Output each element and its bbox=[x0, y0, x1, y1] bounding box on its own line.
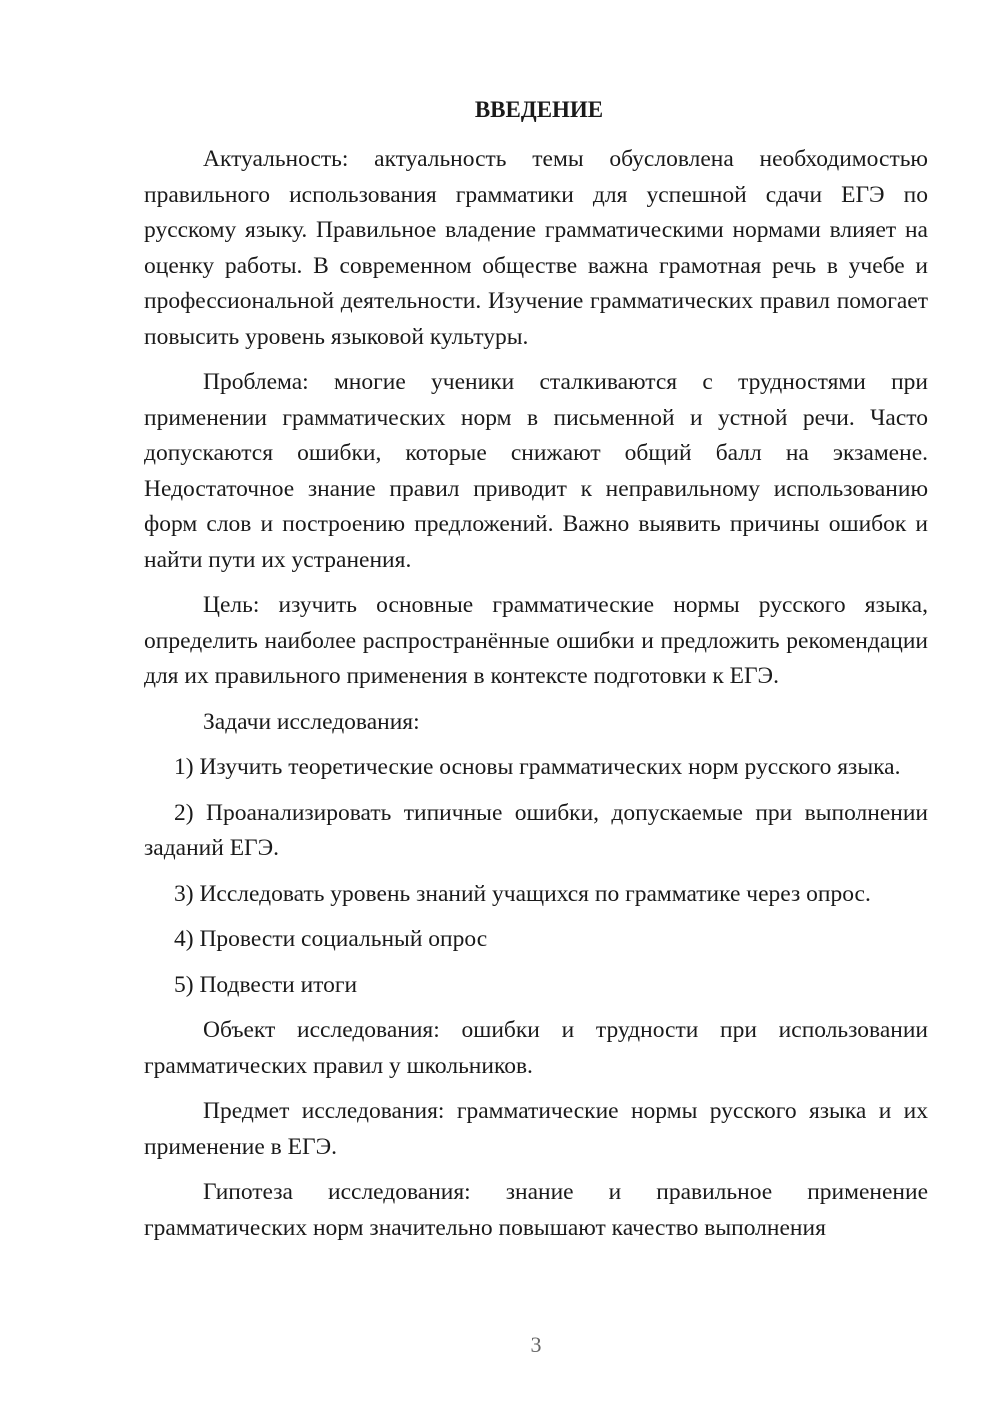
tasks-heading: Задачи исследования: bbox=[203, 708, 420, 735]
subject-paragraph: Предмет исследования: грамматические нормы русского языка и их применение в ЕГЭ. bbox=[144, 1098, 928, 1160]
task-item-3: 3) Исследовать уровень знаний учащихся по грамматике через опрос. bbox=[174, 880, 871, 907]
task-item-4: 4) Провести социальный опрос bbox=[174, 926, 488, 952]
hypothesis-paragraph: Гипотеза исследования: знание и правильное применение грамматических норм значительно повышают качество выполнения bbox=[144, 1179, 928, 1241]
page-number: 3 bbox=[530, 1332, 542, 1357]
problem-paragraph: Проблема: многие ученики сталкиваются с трудностями при применении грамматических норм в письменной и устной речи. Часто допускаются ошибки, которые снижают общий балл на экзамене. Недостаточное знание правил приводит к неправильному использованию форм слов и построению предложений. Важно выявить причины ошибок и найти пути их устранения. bbox=[144, 369, 928, 573]
task-item-5: 5) Подвести итоги bbox=[174, 971, 358, 998]
task-item-1: 1) Изучить теоретические основы грамматических норм русского языка. bbox=[174, 754, 901, 780]
task-item-2: 2) Проанализировать типичные ошибки, допускаемые при выполнении заданий ЕГЭ. bbox=[144, 799, 928, 861]
page-title: ВВЕДЕНИЕ bbox=[474, 97, 604, 122]
relevance-paragraph: Актуальность: актуальность темы обусловлена необходимостью правильного использования грамматики для успешной сдачи ЕГЭ по русскому языку. Правильное владение грамматическими нормами влияет на оценку работы. В современном обществе важна грамотная речь в учебе и профессиональной деятельности. Изучение грамматических правил помогает повысить уровень языковой культуры. bbox=[144, 146, 928, 350]
object-paragraph: Объект исследования: ошибки и трудности при использовании грамматических правил у школьников. bbox=[144, 1017, 928, 1079]
document-page bbox=[144, 95, 928, 1256]
goal-paragraph: Цель: изучить основные грамматические нормы русского языка, определить наиболее распространённые ошибки и предложить рекомендации для их правильного применения в контексте подготовки к ЕГЭ. bbox=[144, 592, 928, 689]
